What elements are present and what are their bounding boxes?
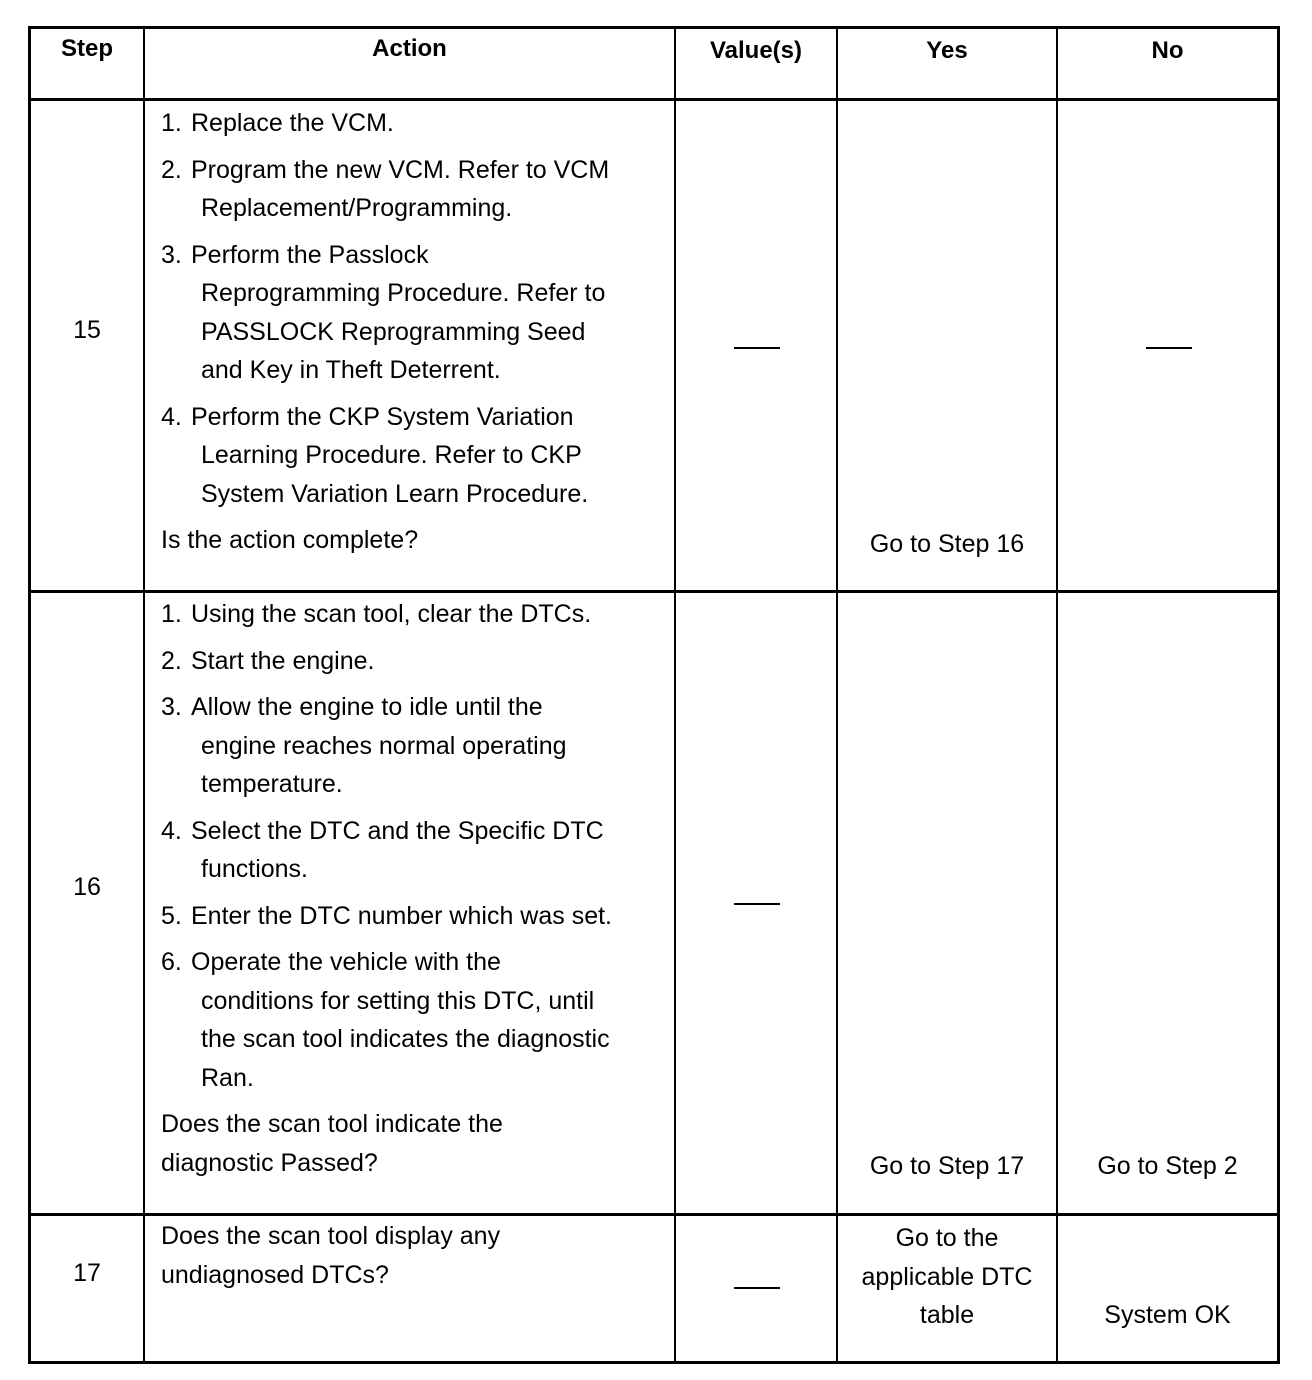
column-divider [674,29,676,1361]
action-item: 2. Program the new VCM. Refer to VCM Replacement/Programming. [161,155,610,222]
value-dash [734,347,780,349]
yes-result: Go to Step 17 [869,1152,1025,1180]
yes-result: Go to the applicable DTC table [861,1224,1033,1329]
action-question: Is the action complete? [161,526,419,554]
action-item: 4. Select the DTC and the Specific DTC functions. [161,816,604,883]
action-item: 6. Operate the vehicle with the conditions for setting this DTC, until the scan tool indicates the diagnostic Ran. [161,948,610,1092]
row-divider [31,590,1277,593]
header-step: Step [60,35,113,62]
action-item: 3. Perform the Passlock Reprogramming Procedure. Refer to PASSLOCK Reprogramming Seed and Key in Theft Deterrent. [161,240,606,384]
header-values: Value(s) [709,37,803,64]
value-dash [734,1287,780,1289]
header-no: No [1151,37,1184,64]
header-action: Action [372,35,447,62]
yes-result: Go to Step 16 [869,530,1025,558]
step-number: 15 [73,316,101,344]
action-cell [161,1217,671,1294]
action-item: 5. Enter the DTC number which was set. [161,901,612,930]
action-item: 1. Using the scan tool, clear the DTCs. [161,600,592,628]
step-number: 17 [73,1259,101,1287]
action-question: Does the scan tool indicate the diagnostic Passed? [161,1110,503,1177]
action-cell [161,595,671,1182]
no-result: Go to Step 2 [1097,1152,1238,1180]
row-divider [31,98,1277,101]
action-cell [161,104,671,560]
row-divider [31,1213,1277,1216]
action-question: Does the scan tool display any undiagnosed DTCs? [161,1222,501,1289]
action-item: 1. Replace the VCM. [161,109,394,137]
step-number: 16 [73,873,101,901]
header-yes: Yes [926,37,968,64]
diagnostic-table [28,26,1280,1364]
column-divider [143,29,145,1361]
action-item: 3. Allow the engine to idle until the engine reaches normal operating temperature. [161,693,567,798]
no-result: System OK [1104,1301,1231,1329]
action-item: 4. Perform the CKP System Variation Learning Procedure. Refer to CKP System Variation Learn Procedure. [161,402,589,508]
value-dash [734,903,780,905]
action-item: 2. Start the engine. [161,646,375,675]
no-result-dash [1146,347,1192,349]
